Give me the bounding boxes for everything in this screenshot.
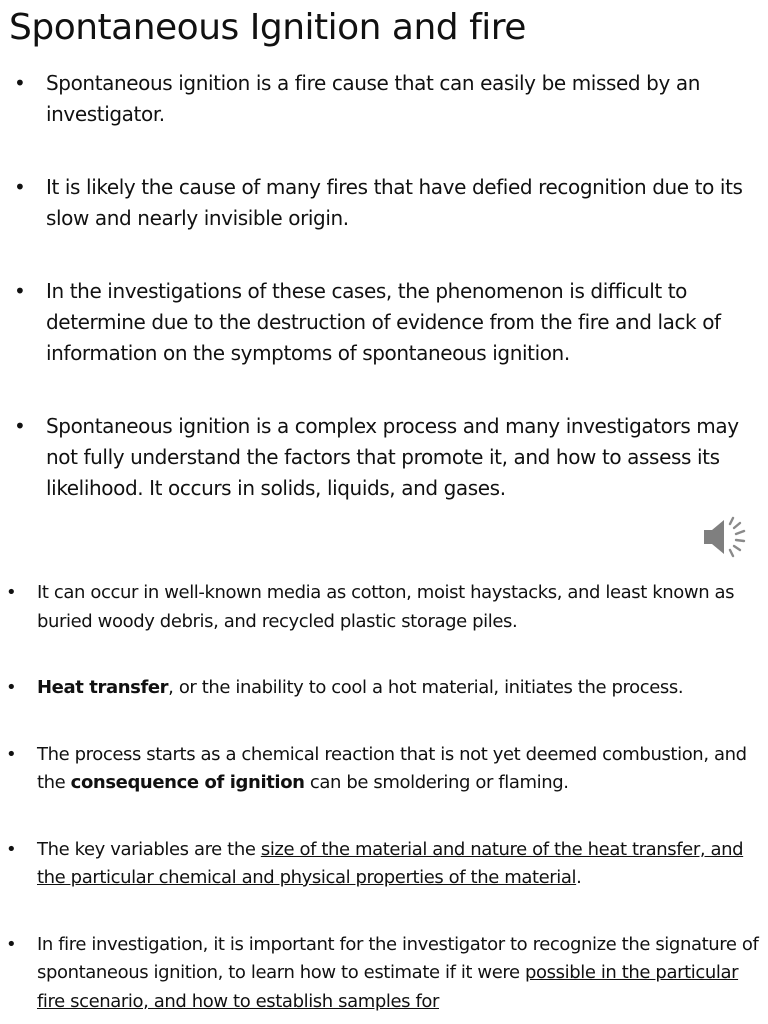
list-item-text: In fire investigation, it is important for the investigator to recognize the signature of spontaneous ignition, to learn how to estimate if it were (37, 933, 759, 983)
list-item-text: The key variables are the (37, 838, 261, 860)
bold-term: consequence of ignition (70, 772, 305, 793)
list-item (0, 674, 768, 703)
list-item (0, 931, 768, 1017)
list-item-text: . (576, 867, 582, 888)
bullet-list-intro (0, 68, 768, 546)
list-item-text: The process starts as a chemical reaction that is not yet deemed combustion, and the (37, 743, 747, 793)
bold-term: Heat transfer (37, 677, 169, 698)
list-item-text: can be smoldering or flaming. (304, 772, 569, 793)
list-item: • It is likely the cause of many fires that have defied recognition due to its slow and nearly invisible origin. (0, 172, 768, 234)
list-item (0, 836, 768, 893)
list-item: • Spontaneous ignition is a fire cause that can easily be missed by an investigator. (0, 68, 768, 130)
list-item: • Spontaneous ignition is a complex process and many investigators may not fully understand the factors that promote it, and how to assess its likelihood. It occurs in solids, liquids, and gases. (0, 411, 768, 504)
list-item (0, 741, 768, 798)
page-title: Spontaneous Ignition and fire (9, 7, 526, 48)
list-item: • It can occur in well-known media as cotton, moist haystacks, and least known as buried woody debris, and recycled plastic storage piles. (0, 579, 768, 636)
list-item: • In the investigations of these cases, the phenomenon is difficult to determine due to the destruction of evidence from the fire and lack of information on the symptoms of spontaneous ignition. (0, 276, 768, 369)
speaker-icon[interactable] (700, 512, 756, 562)
bullet-list-details (0, 579, 768, 1016)
underlined-text: possible in the particular fire scenario, and how to establish samples for (37, 962, 739, 1012)
emphasized-text: size of the material and nature of the heat transfer, and the particular chemical and physical properties of the material (37, 838, 744, 888)
list-item-text: , or the inability to cool a hot material, initiates the process. (168, 677, 684, 698)
